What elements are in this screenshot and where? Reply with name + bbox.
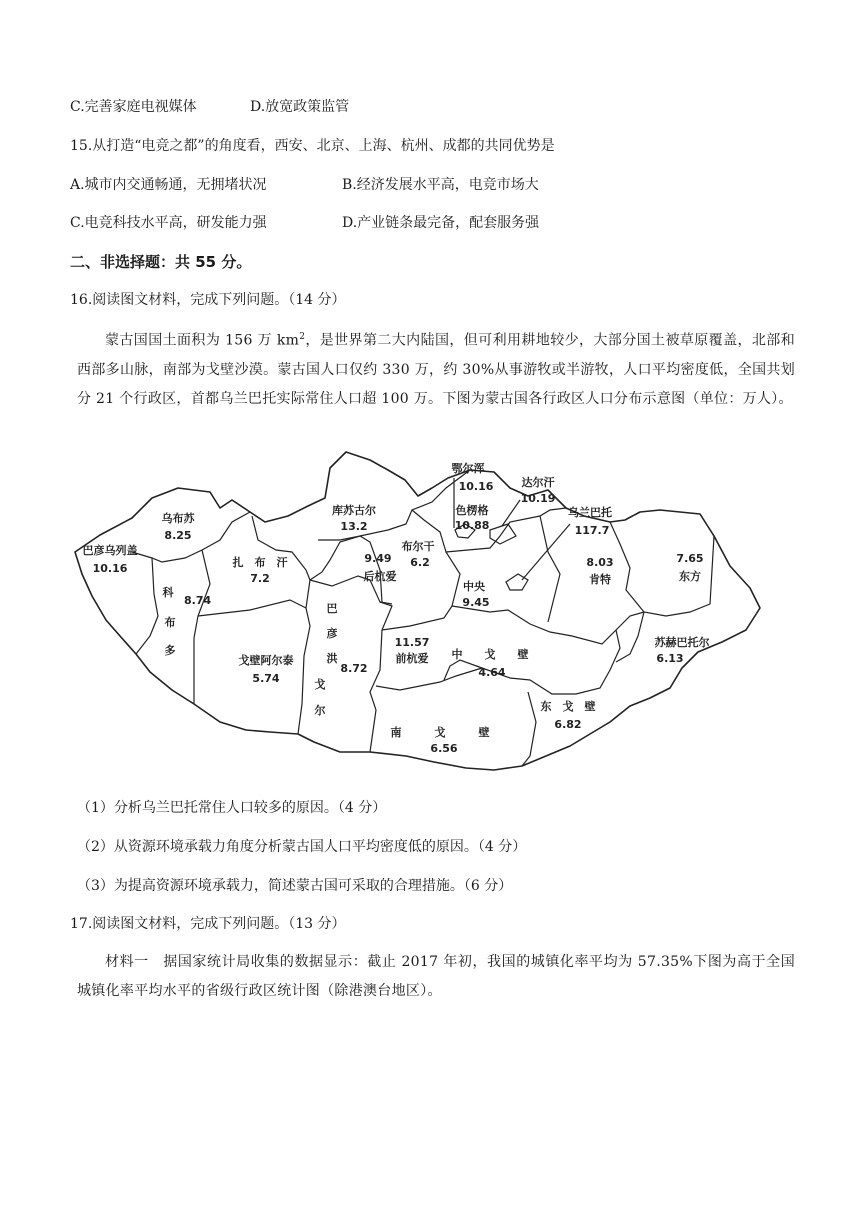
map-label-bayankhongor-char3: 洪 <box>326 652 338 665</box>
q14-option-c: C.完善家庭电视媒体 <box>70 99 197 115</box>
map-label-ovorkhangai-value: 11.57 <box>394 636 430 649</box>
map-label-govi-altai-value: 5.74 <box>252 672 280 685</box>
map-label-darkhan-value: 10.19 <box>520 492 556 505</box>
map-label-tov-value: 9.45 <box>462 596 490 609</box>
mongolia-population-map <box>70 440 790 785</box>
map-label-khovsgol-value: 13.2 <box>340 520 368 533</box>
map-label-bayan-olgii-value: 10.16 <box>92 562 128 575</box>
map-label-orkhon-value: 10.16 <box>458 480 494 493</box>
map-label-ovorkhangai-name: 前杭爱 <box>395 652 429 665</box>
q17-stem: 17.阅读图文材料，完成下列问题。（13 分） <box>70 916 346 932</box>
q15-option-c: C.电竞科技水平高，研发能力强 <box>70 215 267 231</box>
map-label-dundgovi-value: 4.64 <box>478 666 506 679</box>
map-label-ubsa-value: 8.25 <box>164 529 192 542</box>
map-label-ulaanbaatar-name: 乌兰巴托 <box>568 506 612 519</box>
map-label-bayankhongor-char1: 巴 <box>326 602 338 615</box>
map-label-khovd-char3: 多 <box>164 644 176 657</box>
map-label-khentii-value: 8.03 <box>586 556 614 569</box>
q15-option-d: D.产业链条最完备，配套服务强 <box>342 215 540 231</box>
map-label-sukhbaatar-name: 苏赫巴托尔 <box>654 636 710 649</box>
q16-para-superscript: 2 <box>299 332 306 342</box>
map-label-orkhon-name: 鄂尔浑 <box>451 462 485 475</box>
map-label-zavkhan-value: 7.2 <box>250 572 270 585</box>
map-label-govi-altai-name: 戈壁阿尔泰 <box>238 654 294 667</box>
map-label-khovd-char2: 布 <box>164 616 176 629</box>
section-heading: 二、非选择题：共 55 分。 <box>70 253 252 271</box>
map-label-ulaanbaatar-value: 117.7 <box>574 524 610 537</box>
map-label-bayankhongor-char2: 彦 <box>326 627 338 640</box>
map-label-bayan-olgii-name: 巴彦乌列盖 <box>82 544 138 557</box>
map-label-ubsa-name: 乌布苏 <box>161 512 195 525</box>
map-label-khovd-char1: 科 <box>162 586 174 599</box>
map-label-dornogovi-name: 东 戈 壁 <box>540 700 596 713</box>
q16-material-paragraph <box>77 323 795 414</box>
map-label-arkhangai-name: 后杭爱 <box>363 570 397 583</box>
q16-para-part1: 蒙古国国土面积为 156 万 km <box>105 332 300 349</box>
map-label-bayankhongor-char4: 戈 <box>314 678 326 691</box>
q17-material-1: 材料一 据国家统计局收集的数据显示：截止 2017 年初，我国的城镇化率平均为 57.35%下图为高于全国城镇化率平均水平的省级行政区统计图（除港澳台地区）。 <box>77 954 795 999</box>
q16-subquestion-1: （1）分析乌兰巴托常住人口较多的原因。（4 分） <box>77 800 387 816</box>
map-label-tov-name: 中央 <box>463 580 485 593</box>
q16-subquestion-3: （3）为提高资源环境承载力，简述蒙古国可采取的合理措施。（6 分） <box>77 878 513 894</box>
map-label-dundgovi-name: 中 戈 壁 <box>451 648 529 661</box>
q15-option-a: A.城市内交通畅通，无拥堵状况 <box>70 177 267 193</box>
q16-stem: 16.阅读图文材料，完成下列问题。（14 分） <box>70 292 346 308</box>
map-label-darkhan-name: 达尔汗 <box>521 476 555 489</box>
map-label-bayankhongor-value: 8.72 <box>340 662 368 675</box>
map-label-dornogovi-value: 6.82 <box>554 718 582 731</box>
map-label-selenge-value: 10.88 <box>454 519 490 532</box>
map-label-arkhangai-value: 9.49 <box>364 552 392 565</box>
q16-subquestion-2: （2）从资源环境承载力角度分析蒙古国人口平均密度低的原因。（4 分） <box>77 839 527 855</box>
map-label-zavkhan-name: 扎 布 汗 <box>232 556 288 569</box>
map-label-khentii-name: 肯特 <box>589 573 611 586</box>
q15-option-b: B.经济发展水平高，电竞市场大 <box>342 177 539 193</box>
q14-option-d: D.放宽政策监管 <box>250 99 350 115</box>
q16-para-part2: ，是世界第二大内陆国，但可利用耕地较少，大部分国土被草原覆盖，北部和西部多山脉，南部为戈壁沙漠。蒙古国人口仅约 330 万，约 30%从事游牧或半游牧，人口平均密度低，全国共划分 21 个行政区，首都乌兰巴托实际常住人口超 100 万。下图为蒙古国各行政区人口分布示意图（单位：万人）。 <box>77 332 796 407</box>
map-label-dornod-value: 7.65 <box>676 552 704 565</box>
q15-stem: 15.从打造“电竞之都”的角度看，西安、北京、上海、杭州、成都的共同优势是 <box>70 138 555 154</box>
map-label-bulgan-name: 布尔干 <box>401 540 435 553</box>
map-label-dornod-name: 东方 <box>679 570 701 583</box>
map-region-shapes <box>75 452 760 770</box>
map-label-sukhbaatar-value: 6.13 <box>656 652 684 665</box>
map-label-bulgan-value: 6.2 <box>410 556 430 569</box>
map-label-bayankhongor-char5: 尔 <box>314 704 326 717</box>
map-label-khovsgol-name: 库苏古尔 <box>332 504 376 517</box>
map-label-omnogovi-value: 6.56 <box>430 742 458 755</box>
map-label-khovd-value: 8.74 <box>184 594 212 607</box>
map-label-omnogovi-name: 南 戈 壁 <box>390 726 490 739</box>
map-label-selenge-name: 色楞格 <box>455 504 489 517</box>
